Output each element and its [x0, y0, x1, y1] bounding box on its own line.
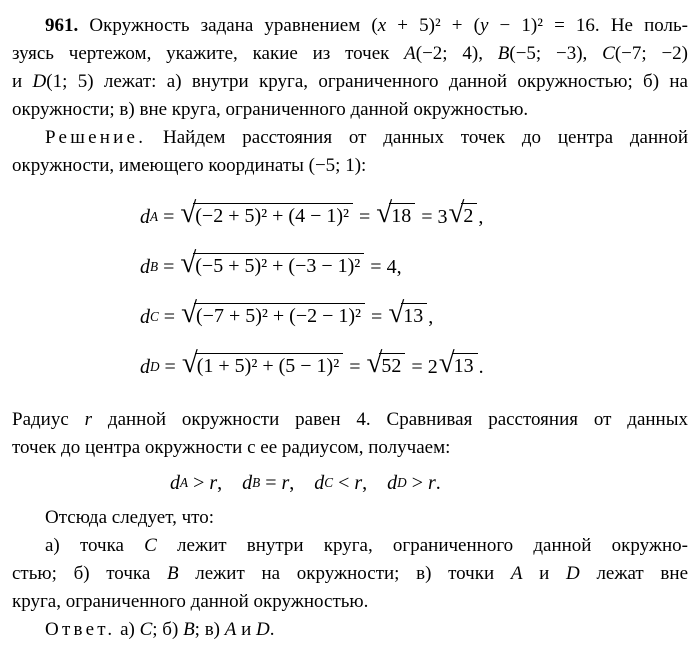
- sqrt-expression: [180, 246, 364, 282]
- sqrt-radicand: (−7 + 5)² + (−2 − 1)²: [194, 303, 365, 328]
- distance-subscript: D: [150, 359, 160, 374]
- sqrt-radicand: 13: [452, 353, 478, 378]
- text-run: B: [497, 43, 510, 64]
- sqrt-sign-icon: √: [438, 346, 455, 379]
- math-text: .: [435, 471, 441, 494]
- text-run: и: [522, 563, 567, 584]
- text-run: ; б): [152, 619, 184, 640]
- sqrt-expression: [180, 196, 353, 232]
- math-text: >: [188, 471, 210, 494]
- distance-variable: d: [387, 471, 398, 494]
- math-variable: r: [281, 471, 290, 494]
- formula-distance-c: [140, 292, 688, 342]
- text-line: [12, 532, 688, 560]
- sqrt-radicand: 13: [401, 303, 427, 328]
- sqrt-sign-icon: √: [448, 196, 465, 229]
- text-run: Окружность задана уравнением (: [78, 15, 378, 36]
- distance-variable: d: [242, 471, 253, 494]
- text-run: данной окружности равен 4. Сравнивая расстояния от данных: [92, 409, 688, 430]
- sqrt-expression: [388, 296, 427, 332]
- text-line: [12, 96, 688, 124]
- text-run: C: [139, 619, 153, 640]
- distance-subscript: A: [180, 475, 189, 490]
- math-text: ,: [289, 471, 295, 494]
- formula-distance-b: [140, 242, 688, 292]
- problem-statement: [12, 12, 688, 124]
- text-line: [12, 504, 688, 532]
- text-line: [12, 152, 688, 180]
- answer-line: [12, 616, 688, 644]
- text-run: стью; б) точка: [12, 563, 167, 584]
- radius-paragraph: [12, 406, 688, 462]
- text-run: D: [32, 71, 47, 92]
- text-line: [12, 68, 688, 96]
- distance-subscript: B: [150, 259, 159, 274]
- math-text: >: [406, 471, 428, 494]
- distance-subscript: A: [150, 209, 159, 224]
- sqrt-radicand: (1 + 5)² + (5 − 1)²: [195, 353, 343, 378]
- text-run: и: [236, 619, 257, 640]
- distance-variable: d: [140, 305, 150, 328]
- math-text: = 4,: [365, 255, 402, 278]
- sqrt-expression: [448, 196, 478, 232]
- sqrt-sign-icon: √: [180, 196, 197, 229]
- sqrt-radicand: 2: [461, 203, 477, 228]
- text-run: а) точка: [45, 535, 145, 556]
- text-line: [12, 560, 688, 588]
- math-text: =: [158, 305, 181, 328]
- math-text: = 2: [406, 355, 438, 378]
- sqrt-sign-icon: √: [181, 346, 198, 379]
- math-text: ,: [217, 471, 223, 494]
- text-run: (−7; −2): [614, 43, 688, 64]
- text-run: B: [183, 619, 195, 640]
- text-run: лежат вне: [579, 563, 688, 584]
- text-run: x: [377, 15, 387, 36]
- distance-subscript: B: [252, 475, 261, 490]
- sqrt-sign-icon: √: [388, 296, 405, 329]
- distance-subscript: D: [397, 475, 407, 490]
- text-run: и: [12, 71, 33, 92]
- text-run: окружности, имеющего координаты (−5; 1):: [12, 155, 367, 176]
- text-run: окружности; в) вне круга, ограниченного данной окружностью.: [12, 99, 529, 120]
- text-run: лежит внутри круга, ограниченного данной окружно-: [156, 535, 688, 556]
- text-line: [12, 434, 688, 462]
- math-text: = 3: [416, 205, 448, 228]
- formula-distance-d: [140, 342, 688, 392]
- text-run: C: [144, 535, 157, 556]
- sqrt-sign-icon: √: [366, 346, 383, 379]
- math-text: =: [159, 355, 181, 378]
- math-variable: r: [354, 471, 363, 494]
- sqrt-radicand: (−2 + 5)² + (4 − 1)²: [193, 203, 353, 228]
- distance-subscript: C: [150, 309, 159, 324]
- text-run: Найдем расстояния от данных точек до центра данной: [146, 127, 688, 148]
- math-text: =: [354, 205, 376, 228]
- text-run: Отсюда следует, что:: [45, 507, 214, 528]
- distance-variable: d: [140, 355, 150, 378]
- sqrt-expression: [376, 196, 415, 232]
- text-run: A: [404, 43, 416, 64]
- sqrt-sign-icon: √: [376, 196, 393, 229]
- distance-variable: d: [140, 255, 150, 278]
- text-run: Радиус: [12, 409, 85, 430]
- sqrt-radicand: (−5 + 5)² + (−3 − 1)²: [193, 253, 364, 278]
- text-line: [12, 40, 688, 68]
- text-run: круга, ограниченного данной окружностью.: [12, 591, 369, 612]
- text-run: (−5; −3),: [509, 43, 603, 64]
- text-run: Ответ.: [45, 619, 116, 640]
- text-run: точек до центра окружности с ее радиусом, получаем:: [12, 437, 451, 458]
- text-line: [12, 588, 688, 616]
- text-run: + 5)² + (: [386, 15, 480, 36]
- distance-variable: d: [170, 471, 180, 494]
- text-run: (−2; 4),: [415, 43, 498, 64]
- math-text: =: [158, 255, 180, 278]
- text-run: Решение.: [45, 127, 147, 148]
- text-run: C: [602, 43, 615, 64]
- sqrt-radicand: 18: [389, 203, 415, 228]
- sqrt-expression: [181, 346, 343, 382]
- distance-variable: d: [140, 205, 150, 228]
- math-text: ,: [428, 305, 434, 328]
- text-line: [12, 12, 688, 40]
- text-line: [12, 406, 688, 434]
- distance-formulas-block: [140, 192, 688, 392]
- math-variable: r: [209, 471, 218, 494]
- sqrt-radicand: 52: [379, 353, 405, 378]
- text-line: [12, 124, 688, 152]
- text-run: r: [84, 409, 93, 430]
- conclusion-intro-paragraph: [12, 504, 688, 532]
- math-text: =: [158, 205, 180, 228]
- text-run: D: [566, 563, 580, 584]
- distance-subscript: C: [324, 475, 334, 490]
- text-run: .: [269, 619, 275, 640]
- conclusion-paragraph: [12, 532, 688, 616]
- sqrt-expression: [366, 346, 406, 382]
- text-run: (1; 5) лежат: а) внутри круга, ограниченного данной окружностью; б) на: [46, 71, 688, 92]
- text-run: лежит на окружности; в) точки: [178, 563, 511, 584]
- solution-intro-paragraph: [12, 124, 688, 180]
- text-run: зуясь чертежом, укажите, какие из точек: [12, 43, 405, 64]
- text-run: а): [115, 619, 140, 640]
- text-run: y: [479, 15, 489, 36]
- text-run: 961.: [45, 15, 79, 36]
- text-run: D: [256, 619, 270, 640]
- math-text: ,: [478, 205, 484, 228]
- math-text: .: [478, 355, 484, 378]
- math-text: <: [333, 471, 355, 494]
- text-run: B: [166, 563, 179, 584]
- distance-variable: d: [314, 471, 325, 494]
- sqrt-expression: [181, 296, 365, 332]
- text-run: − 1)² = 16. Не поль-: [488, 15, 688, 36]
- math-text: =: [260, 471, 282, 494]
- text-run: A: [224, 619, 237, 640]
- text-line: [12, 616, 688, 644]
- math-text: =: [366, 305, 388, 328]
- math-variable: r: [427, 471, 436, 494]
- sqrt-expression: [438, 346, 478, 382]
- comparison-line: [170, 468, 688, 498]
- text-run: A: [510, 563, 523, 584]
- sqrt-sign-icon: √: [181, 296, 197, 329]
- text-run: ; в): [194, 619, 225, 640]
- sqrt-sign-icon: √: [180, 246, 197, 279]
- formula-distance-a: [140, 192, 688, 242]
- math-text: ,: [362, 471, 368, 494]
- math-text: =: [344, 355, 366, 378]
